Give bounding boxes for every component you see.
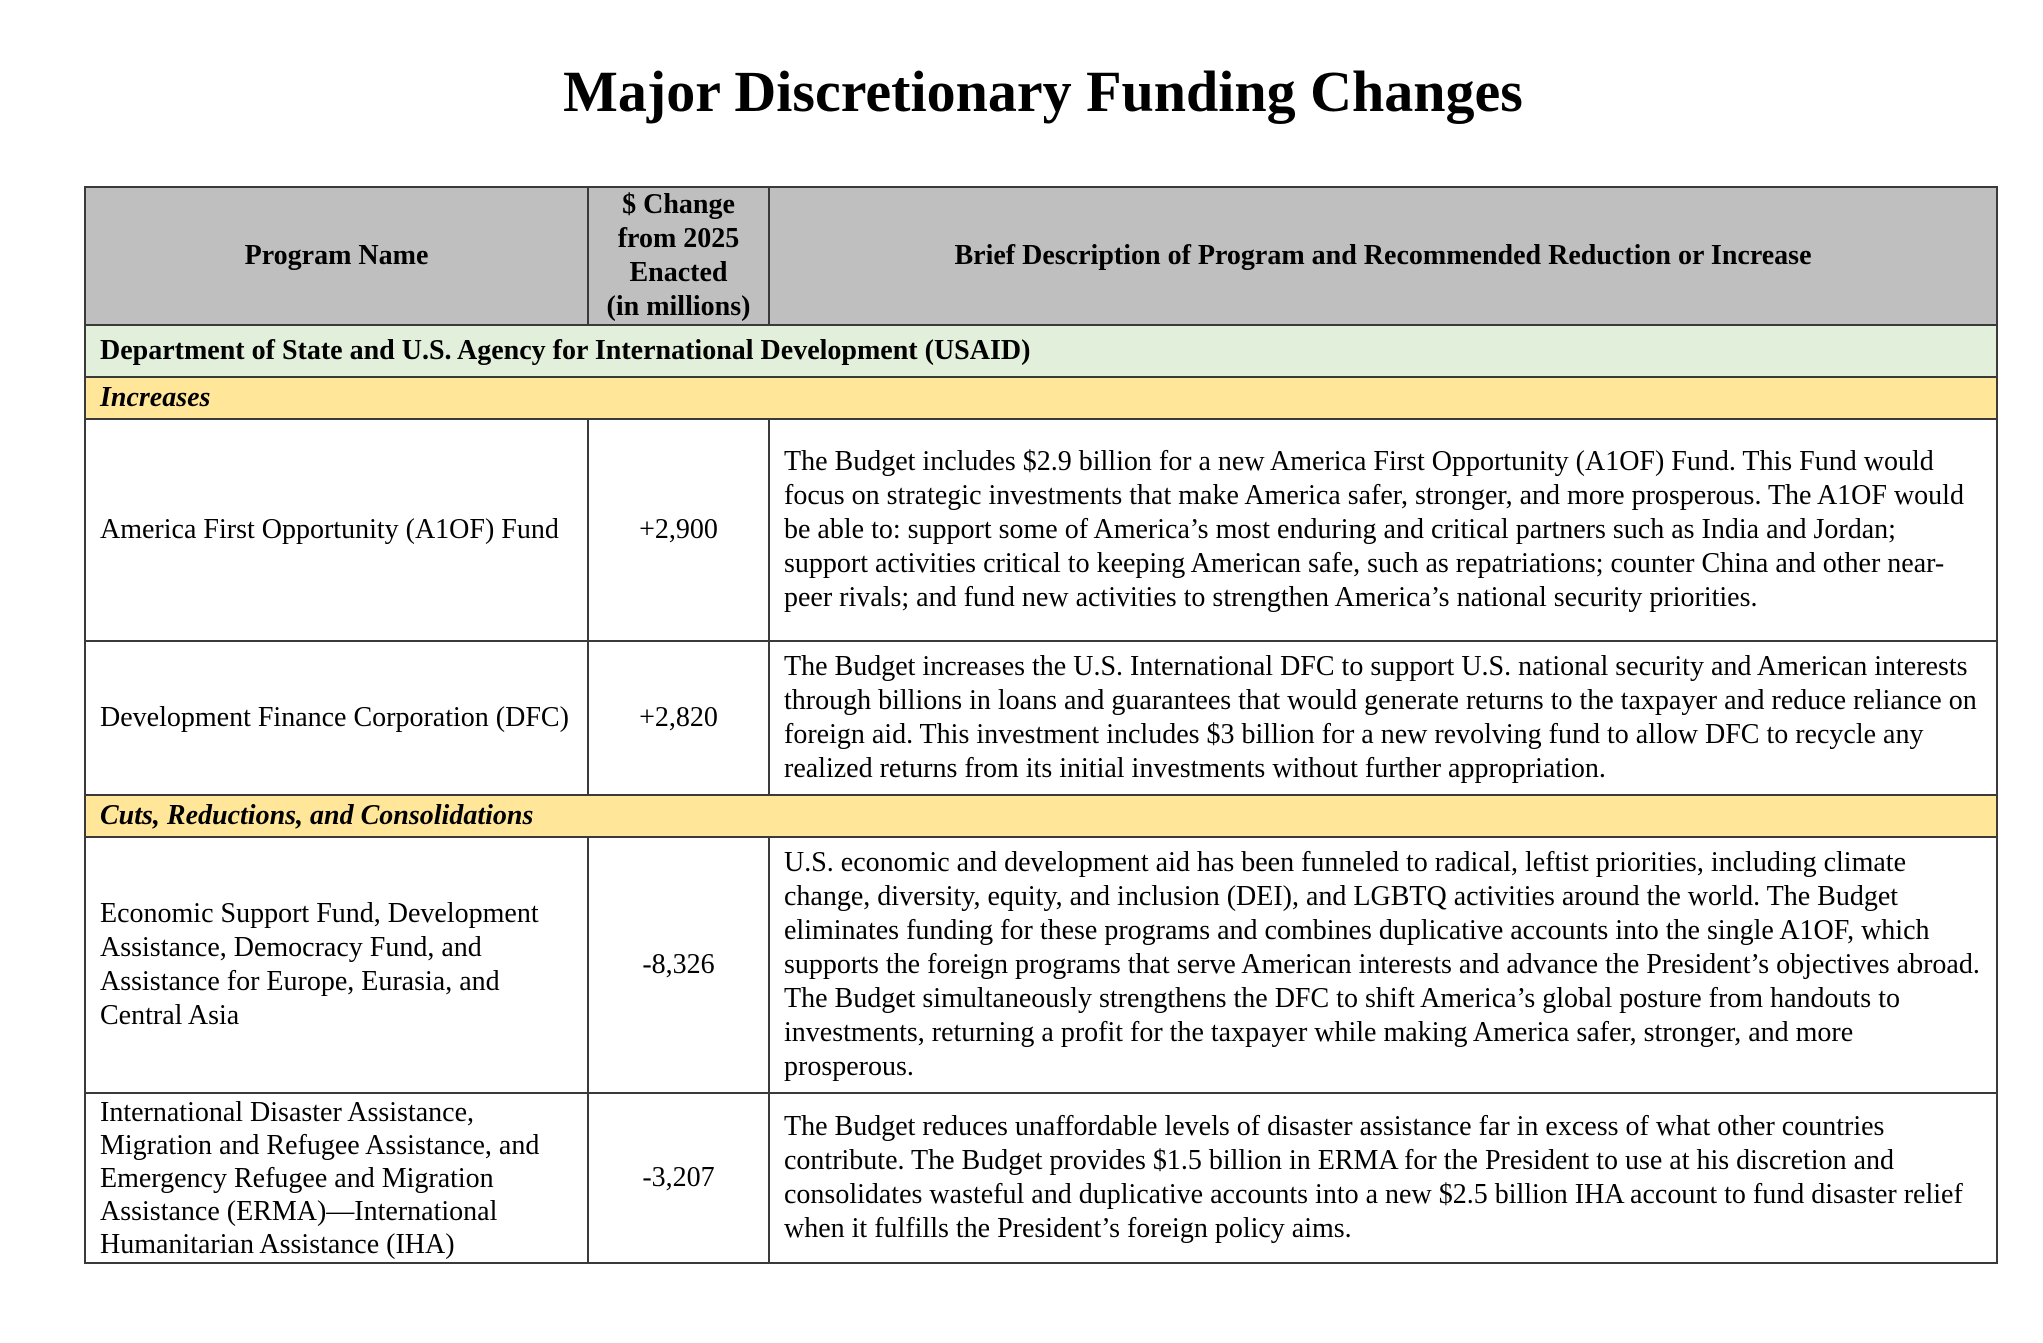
- change-amount-cell: +2,820: [588, 641, 769, 795]
- program-name-header: Program Name: [85, 187, 588, 325]
- program-name-cell: International Disaster Assistance, Migration and Refugee Assistance, and Emergency Refugee and Migration Assistance (ERMA)—International Humanitarian Assistance (IHA): [85, 1093, 588, 1263]
- table-row: [85, 837, 1997, 1093]
- change-amount-cell: +2,900: [588, 419, 769, 641]
- change-header-line: Enacted: [629, 257, 728, 288]
- change-amount-cell: -3,207: [588, 1093, 769, 1263]
- agency-row: [85, 325, 1997, 377]
- table-row: [85, 419, 1997, 641]
- change-amount-cell: -8,326: [588, 837, 769, 1093]
- change-header-line: from 2025: [617, 223, 740, 254]
- description-cell: The Budget includes $2.9 billion for a new America First Opportunity (A1OF) Fund. This Fund would focus on strategic investments that make America safer, stronger, and more prosperous. The A1OF would be able to: support some of America’s most enduring and critical partners such as India and Jordan; support activities critical to keeping American safe, such as repatriations; counter China and other near-peer rivals; and fund new activities to strengthen America’s national security priorities.: [769, 419, 1997, 641]
- table-row: [85, 641, 1997, 795]
- change-header: [588, 187, 769, 325]
- description-cell: The Budget increases the U.S. International DFC to support U.S. national security and American interests through billions in loans and guarantees that would generate returns to the taxpayer and reduce reliance on foreign aid. This investment includes $3 billion for a new revolving fund to allow DFC to recycle any realized returns from its initial investments without further appropriation.: [769, 641, 1997, 795]
- description-header: Brief Description of Program and Recommended Reduction or Increase: [769, 187, 1997, 325]
- program-name-cell: America First Opportunity (A1OF) Fund: [85, 419, 588, 641]
- description-cell: U.S. economic and development aid has been funneled to radical, leftist priorities, including climate change, diversity, equity, and inclusion (DEI), and LGBTQ activities around the world. The Budget eliminates funding for these programs and combines duplicative accounts into the single A1OF, which supports the foreign programs that serve American interests and advance the President’s objectives abroad. The Budget simultaneously strengthens the DFC to shift America’s global posture from handouts to investments, returning a profit for the taxpayer while making America safer, stronger, and more prosperous.: [769, 837, 1997, 1093]
- agency-label: Department of State and U.S. Agency for International Development (USAID): [85, 325, 1997, 377]
- change-header-line: (in millions): [606, 291, 751, 322]
- program-name-cell: Economic Support Fund, Development Assistance, Democracy Fund, and Assistance for Europe, Eurasia, and Central Asia: [85, 837, 588, 1093]
- funding-changes-table: [84, 186, 1998, 1264]
- section-row-cuts: [85, 795, 1997, 837]
- section-label: Increases: [85, 377, 1997, 419]
- table-row: [85, 1093, 1997, 1263]
- section-label: Cuts, Reductions, and Consolidations: [85, 795, 1997, 837]
- change-header-line: $ Change: [622, 189, 735, 220]
- description-cell: The Budget reduces unaffordable levels of disaster assistance far in excess of what other countries contribute. The Budget provides $1.5 billion in ERMA for the President to use at his discretion and consolidates wasteful and duplicative accounts into a new $2.5 billion IHA account to fund disaster relief when it fulfills the President’s foreign policy aims.: [769, 1093, 1997, 1263]
- page-title: Major Discretionary Funding Changes: [563, 59, 1523, 124]
- table-header-row: [85, 187, 1997, 325]
- section-row-increases: [85, 377, 1997, 419]
- program-name-cell: Development Finance Corporation (DFC): [85, 641, 588, 795]
